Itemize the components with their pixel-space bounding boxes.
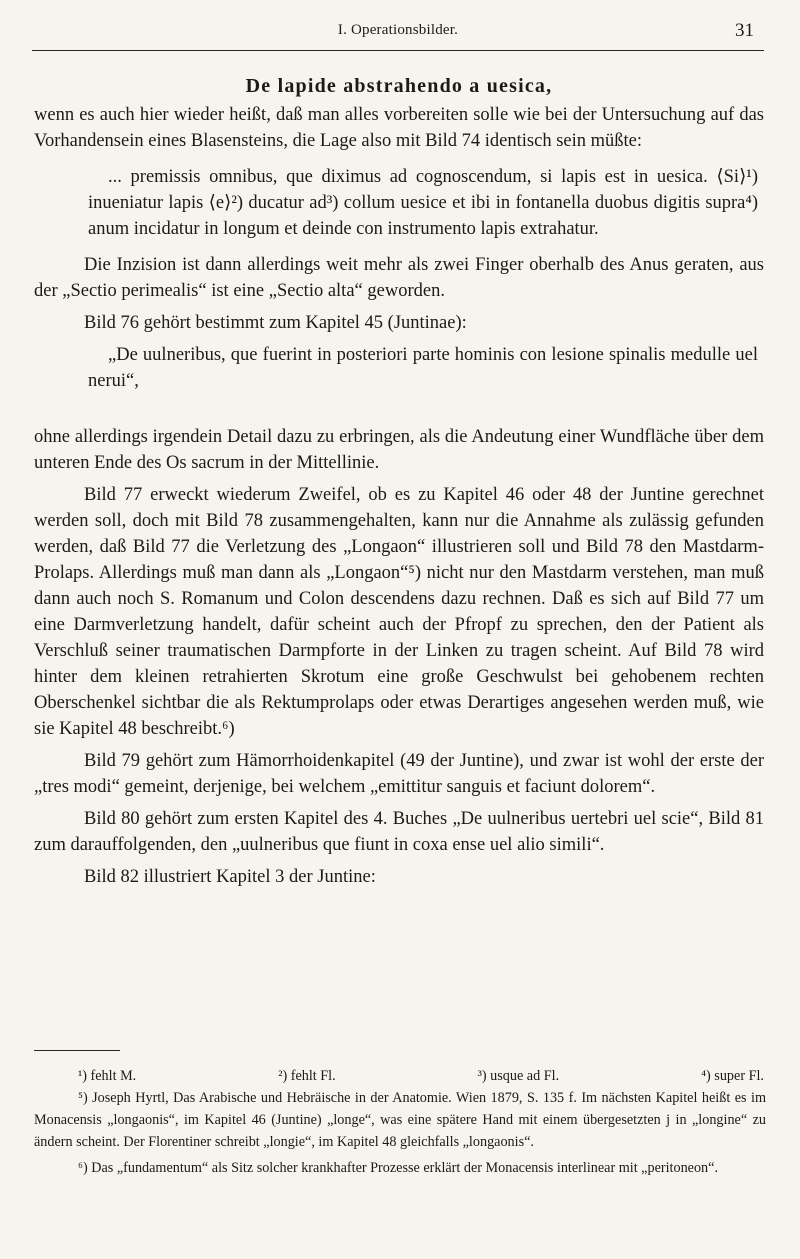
footnote-divider	[34, 1050, 120, 1051]
paragraph-bild-82: Bild 82 illustriert Kapitel 3 der Juntine:	[84, 867, 376, 887]
footnote-5: ⁵) Joseph Hyrtl, Das Arabische und Hebräische in der Anatomie. Wien 1879, S. 135 f. Im nächsten Kapitel heißt es im Monacensis „longaonis“, im Kapitel 46 (Juntine) „longe“, was eine spätere Hand mit einem übergesetzten j in „longine“ zu ändern scheint. Der Florentiner schreibt „longie“, im Kapitel 48 gleichfalls „longaonis“.	[34, 1090, 766, 1150]
latin-quote-lapis: ... premissis omnibus, que diximus ad cognoscendum, si lapis est in uesica. ⟨Si⟩¹) inueniatur lapis ⟨e⟩²) ducatur ad³) collum uesice et ibi in fontanella duobus digitis supra⁴) anum incidatur in longum et deinde con instrumento lapis extrahatur.	[88, 167, 758, 239]
paragraph-bild-77: Bild 77 erweckt wiederum Zweifel, ob es zu Kapitel 46 oder 48 der Juntine gerechnet werden soll, doch mit Bild 78 zusammengehalten, kann nur die Annahme als zulässig gefunden werden, daß Bild 77 die Verletzung des „Longaon“ illustrieren soll und Bild 78 den Mastdarm-Prolaps. Allerdings muß man dann als „Longaon“⁵) nicht nur den Mastdarm verstehen, man muß dann auch noch S. Romanum und Colon descendens dazu rechnen. Daß es sich auf Bild 77 um eine Darmverletzung handelt, dafür scheint auch der Pfropf zu sprechen, den der Patient als Verschluß seiner traumatischen Darmpforte in der Linken zu tragen scheint. Auf Bild 78 wird hinter dem kleinen retrahierten Skrotum eine große Geschwulst bei gehobenem rechten Oberschenkel sichtbar die als Rektumprolaps oder etwas Derartiges angesehen werden muß, wie sie Kapitel 48 beschreibt.⁶)	[34, 485, 764, 739]
footnote-4: ⁴) super Fl.	[701, 1068, 764, 1084]
latin-quote-uulneribus: „De uulneribus, que fuerint in posteriori parte hominis con lesione spinalis medulle uel nerui“,	[88, 345, 758, 391]
footnote-3: ³) usque ad Fl.	[477, 1068, 560, 1084]
page-header	[32, 20, 764, 51]
paragraph-intro: wenn es auch hier wieder heißt, daß man alles vorbereiten solle wie bei der Untersuchung auf das Vorhandensein eines Blasensteins, die Lage also mit Bild 74 identisch sein müßte:	[34, 105, 764, 151]
paragraph-inzision: Die Inzision ist dann allerdings weit mehr als zwei Finger oberhalb des Anus geraten, aus der „Sectio perimealis“ ist eine „Sectio alta“ geworden.	[34, 255, 764, 301]
paragraph-wundflaeche: ohne allerdings irgendein Detail dazu zu erbringen, als die Andeutung einer Wundfläche über dem unteren Ende des Os sacrum in der Mittellinie.	[34, 427, 764, 473]
paragraph-bild-80: Bild 80 gehört zum ersten Kapitel des 4. Buches „De uulneribus uertebri uel scie“, Bild 81 zum darauffolgenden, den „uulneribus que fiunt in coxa ense uel alio simili“.	[34, 809, 764, 855]
running-title: I. Operationsbilder.	[337, 22, 459, 38]
footnote-6: ⁶) Das „fundamentum“ als Sitz solcher krankhafter Prozesse erklärt der Monacensis interlinear mit „peritoneon“.	[78, 1160, 718, 1176]
footnote-1: ¹) fehlt M.	[78, 1068, 137, 1084]
footnotes	[34, 1065, 766, 1179]
page-number: 31	[735, 20, 754, 41]
paragraph-bild-79: Bild 79 gehört zum Hämorrhoidenkapitel (49 der Juntine), und zwar ist wohl der erste der „tres modi“ gemeint, derjenige, bei welchem „emittitur sanguis et faciunt dolorem“.	[34, 751, 764, 797]
footnote-row-short	[34, 1065, 766, 1087]
footnote-2: ²) fehlt Fl.	[278, 1068, 336, 1084]
body-text	[34, 70, 764, 890]
section-title: De lapide abstrahendo a uesica,	[245, 75, 553, 97]
paragraph-bild-76: Bild 76 gehört bestimmt zum Kapitel 45 (Juntinae):	[84, 313, 467, 333]
